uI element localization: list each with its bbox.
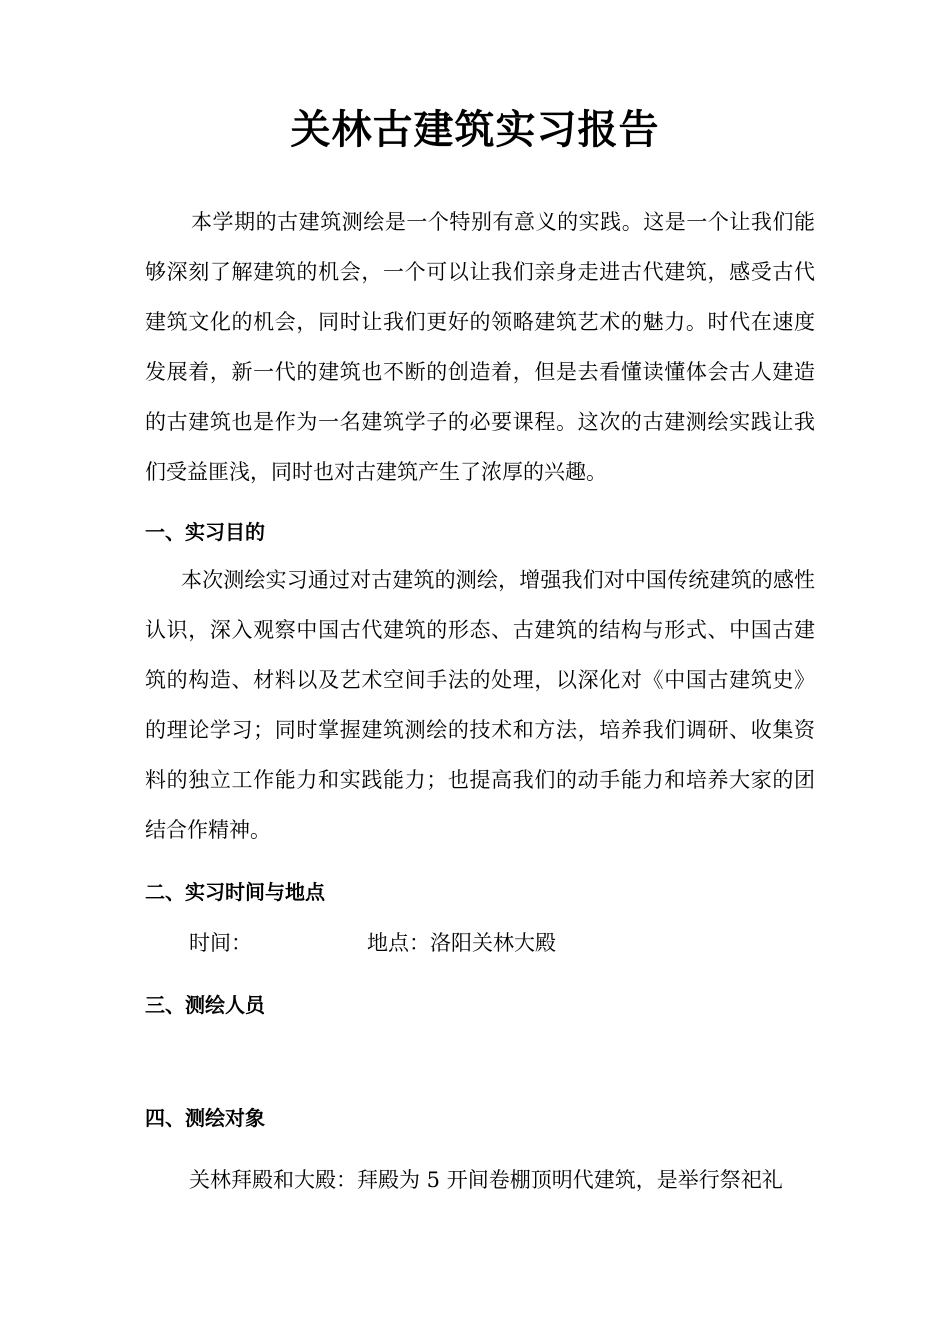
purpose-paragraph: 本次测绘实习通过对古建筑的测绘，增强我们对中国传统建筑的感性认识，深入观察中国古代建筑的形态、古建筑的结构与形式、中国古建筑的构造、材料以及艺术空间手法的处理，以深化对《中国古建筑史》的理论学习；同时掌握建筑测绘的技术和方法，培养我们调研、收集资料的独立工作能力和实践能力；也提高我们的动手能力和培养大家的团结合作精神。	[145, 568, 815, 842]
section-heading-purpose: 一、实习目的	[145, 520, 265, 544]
document-title: 关林古建筑实习报告	[290, 106, 660, 153]
location-text: 地点：洛阳关林大殿	[367, 931, 556, 955]
time-label: 时间：	[189, 931, 252, 955]
section-heading-personnel: 三、测绘人员	[145, 993, 265, 1017]
intro-paragraph: 本学期的古建筑测绘是一个特别有意义的实践。这是一个让我们能够深刻了解建筑的机会，一个可以让我们亲身走进古代建筑，感受古代建筑文化的机会，同时让我们更好的领略建筑艺术的魅力。时代在速度发展着，新一代的建筑也不断的创造着，但是去看懂读懂体会古人建造的古建筑也是作为一名建筑学子的必要课程。这次的古建测绘实践让我们受益匪浅，同时也对古建筑产生了浓厚的兴趣。	[145, 210, 815, 484]
section-heading-time-location: 二、实习时间与地点	[145, 880, 325, 904]
object-paragraph: 关林拜殿和大殿：拜殿为 5 开间卷棚顶明代建筑，是举行祭祀礼	[189, 1168, 783, 1192]
section-heading-object: 四、测绘对象	[145, 1106, 265, 1130]
